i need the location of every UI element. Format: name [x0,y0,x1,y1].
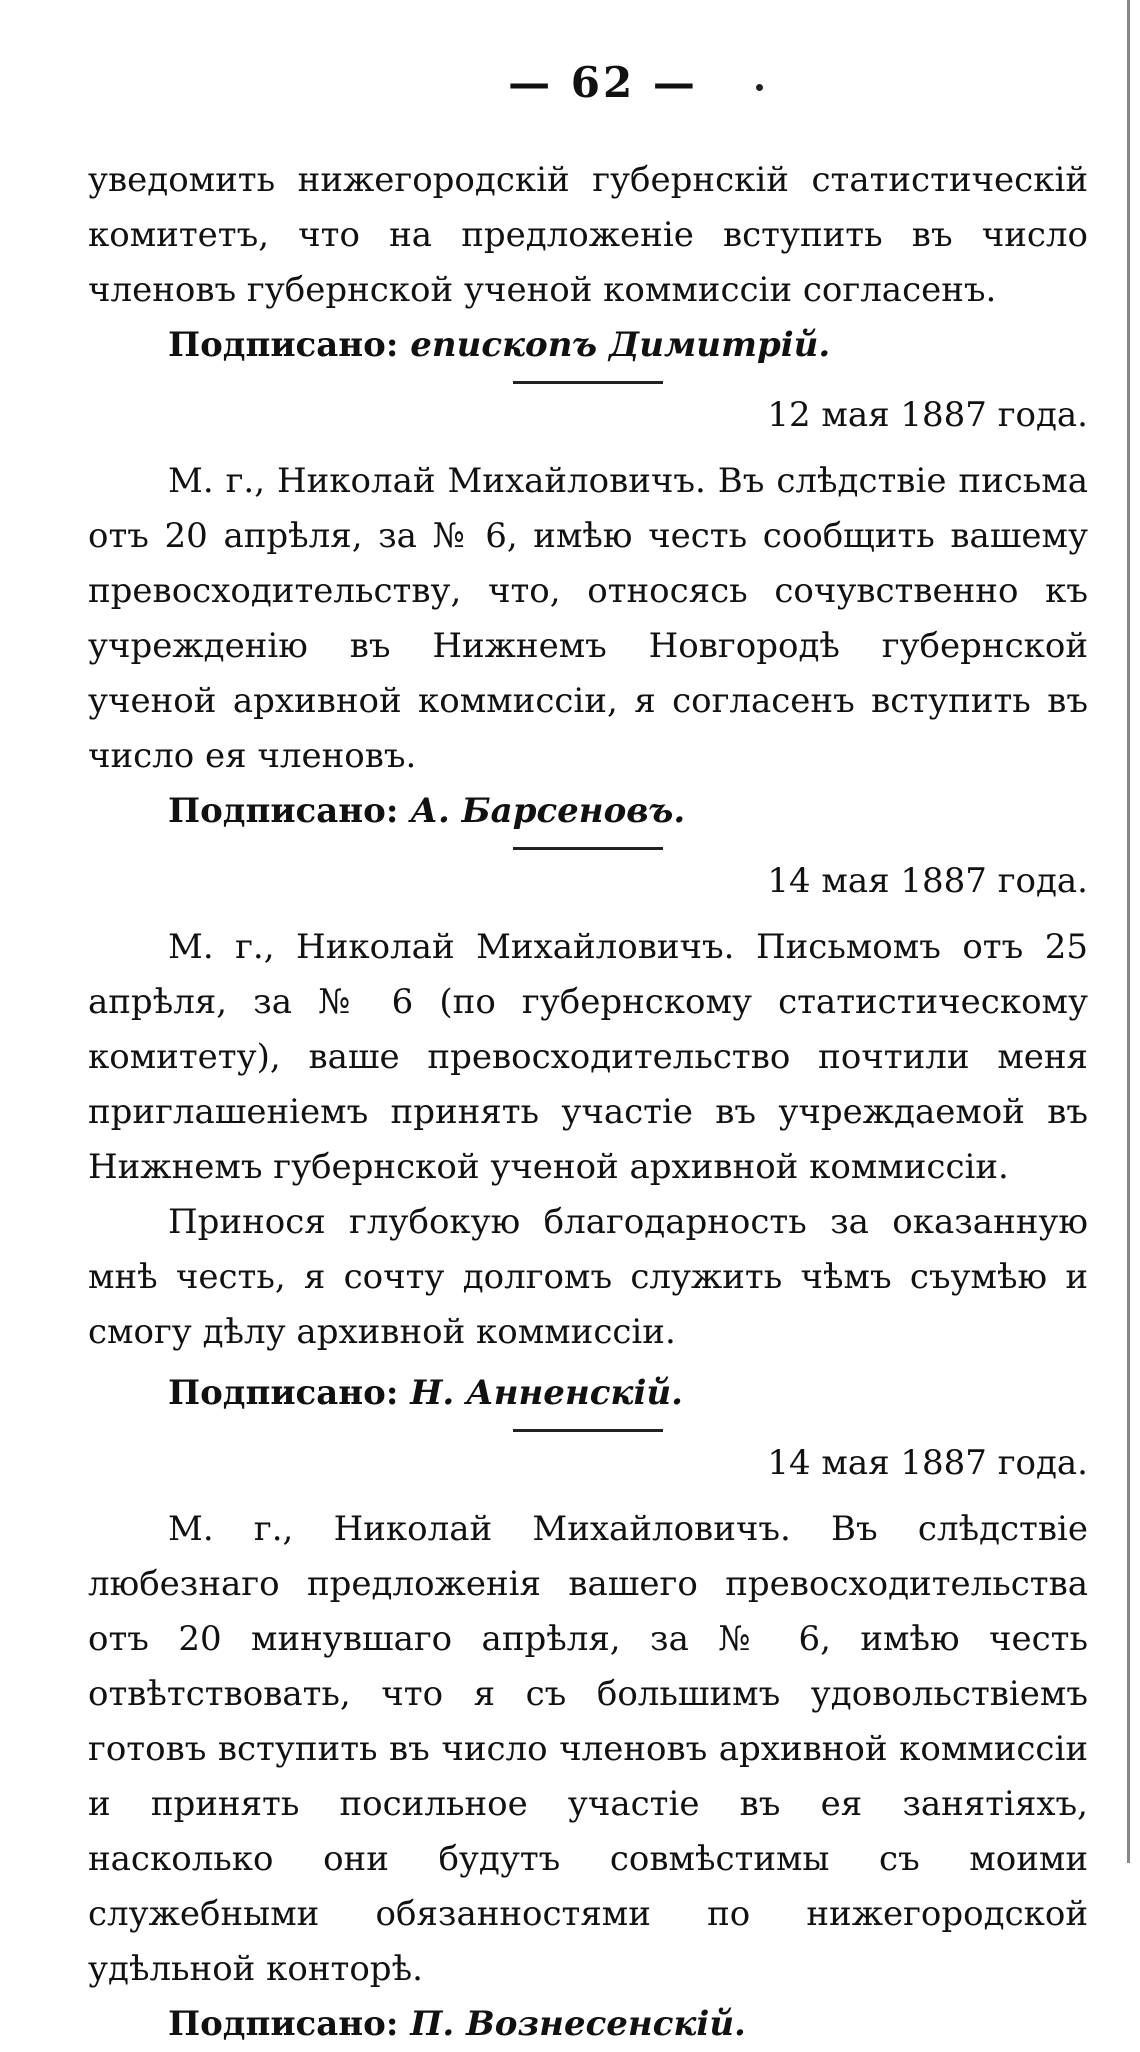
signature-label: Подписано: [168,325,399,365]
letter-4-signature [88,1997,1088,2052]
letter-3-text-2: Принося глубокую благодарность за оказанную мнѣ честь, я сочту долгомъ служить чѣмъ съумѣю и смогу дѣлу архивной коммиссіи. [88,1202,1088,1352]
page-edge-shadow [1127,0,1130,1863]
letter-2 [88,454,1088,906]
letter-2-text: М. г., Николай Михайловичъ. Въ слѣдствіе письма отъ 20 апрѣля, за № 6, имѣю честь сообщить вашему превосходительству, что, относясь сочувственно къ учрежденію въ Нижнемъ Новгородѣ губернской ученой архивной коммиссіи, я согласенъ вступить въ число ея членовъ. [88,461,1088,776]
page-content [88,58,1088,2052]
letter-4-text: М. г., Николай Михайловичъ. Въ слѣдствіе любезнаго предложенія вашего превосходительства отъ 20 минувшаго апрѣля, за № 6, имѣю честь отвѣтствовать, что я съ большимъ удовольствіемъ готовъ вступить въ число членовъ архивной коммиссіи и принять посильное участіе въ ея занятіяхъ, насколько они будутъ совмѣстимы съ моими служебными обязанностями по нижегородской удѣльной конторѣ. [88,1509,1088,1989]
signature-name: Н. Анненскій. [410,1373,683,1413]
letter-3-date: 14 мая 1887 года. [767,861,1088,901]
signature-name: епископъ Димитрій. [410,325,831,365]
signature-label: Подписано: [168,1373,399,1413]
letter-2-date: 12 мая 1887 года. [767,395,1088,435]
letter-1 [88,153,1088,440]
letter-3 [88,920,1088,1488]
letter-1-signature [88,318,1088,373]
letter-4-date: 14 мая 1887 года. [767,1443,1088,1483]
letter-1-text: уведомить нижегородскій губернскій статистическій комитетъ, что на предложеніе вступить въ число членовъ губернской ученой коммиссіи согласенъ. [88,160,1088,310]
separator-rule [513,1429,663,1432]
signature-name: А. Барсеновъ. [410,791,686,831]
letter-3-text: М. г., Николай Михайловичъ. Письмомъ отъ 25 апрѣля, за № 6 (по губернскому статистическому комитету), ваше превосходительство почтили меня приглашеніемъ принять участіе въ учреждаемой въ Нижнемъ губернской ученой архивной коммиссіи. [88,927,1088,1187]
signature-name: П. Вознесенскій. [410,2004,746,2044]
signature-label: Подписано: [168,2004,399,2044]
letter-4 [88,1502,1088,2052]
signature-label: Подписано: [168,791,399,831]
page-number: — 62 — [508,58,698,107]
separator-rule [513,847,663,850]
letter-3-signature [88,1366,1088,1421]
letter-2-signature [88,784,1088,839]
separator-rule [513,381,663,384]
